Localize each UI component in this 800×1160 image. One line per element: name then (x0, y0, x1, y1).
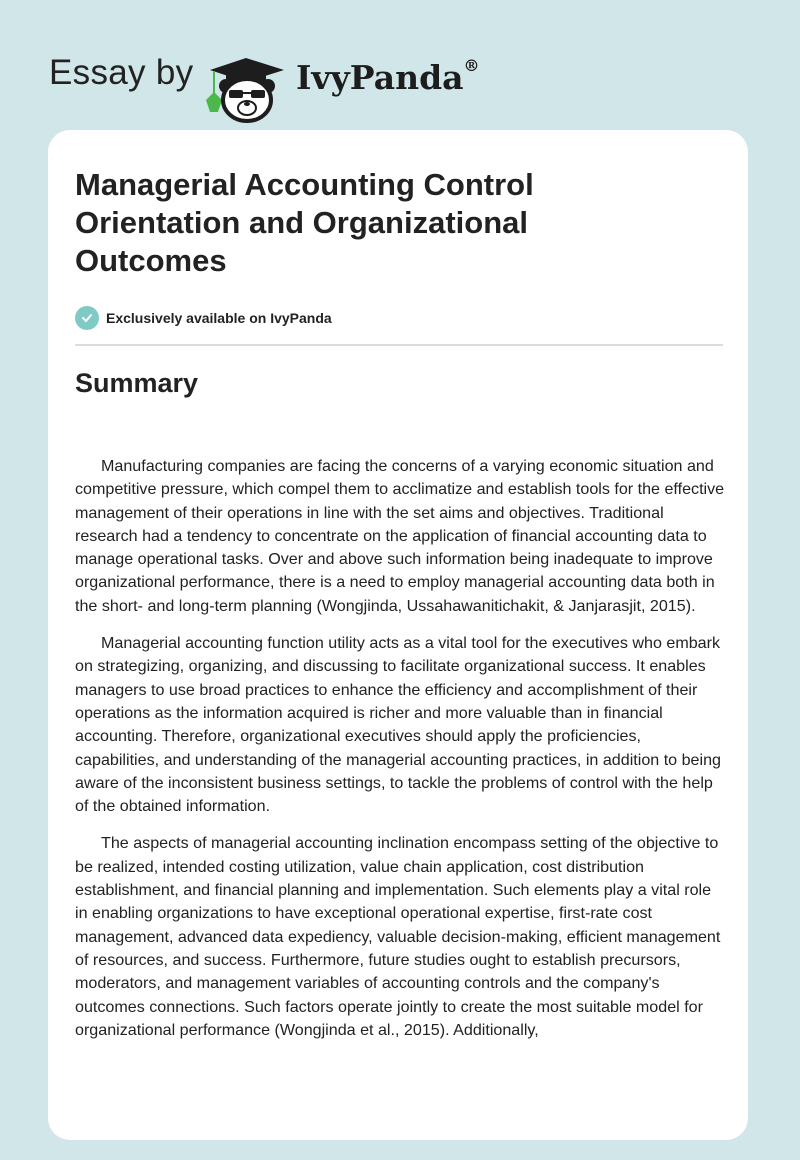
paragraph: Managerial accounting function utility acts as a vital tool for the executives who embark on strategizing, organizing, and discussing to facilitate organizational success. It enables managers to use broad practices to enhance the efficiency and accomplishment of their operations as the information acquired is richer and more valuable than in financial accounting. Therefore, organizational executives should apply the proficiencies, capabilities, and understanding of the managerial accounting practices, in addition to being aware of the inconsistent business settings, to tackle the problems of control with the help of the obtained information. (75, 634, 721, 816)
check-icon (75, 306, 99, 330)
exclusive-badge (75, 306, 332, 330)
essay-by-label: Essay by (49, 53, 194, 92)
essay-body (75, 455, 725, 1056)
registered-mark: ® (463, 56, 480, 75)
badge-label: Exclusively available on IvyPanda (106, 310, 332, 326)
site-header (0, 20, 800, 120)
brand-text: IvyPanda (296, 58, 464, 97)
divider (75, 344, 723, 346)
paragraph: Manufacturing companies are facing the concerns of a varying economic situation and competitive pressure, which compel them to acclimatize and establish tools for the effective management of their operations in line with the set aims and objectives. Traditional research had a tendency to concentrate on the application of financial accounting data to manage operational tasks. Over and above such information being inadequate to improve organizational performance, there is a need to employ managerial accounting data both in the short- and long-term planning (Wongjinda, Ussahawanitichakit, & Janjarasjit, 2015). (75, 457, 725, 615)
brand-name[interactable] (296, 58, 480, 97)
essay-card (48, 130, 748, 1140)
ivypanda-logo-icon[interactable] (200, 56, 292, 124)
page-title: Managerial Accounting Control Orientation and Organizational Outcomes (75, 167, 534, 278)
paragraph: The aspects of managerial accounting inclination encompass setting of the objective to be realized, intended costing utilization, value chain application, cost distribution establishment, and financial planning and implementation. Such elements play a vital role in enabling organizations to have exceptional operational expertise, first-rate cost management, advanced data expediency, valuable decision-making, efficient management of resources, and success. Furthermore, future studies ought to establish precursors, moderators, and management variables of accounting controls and the company's outcomes connections. Such factors operate jointly to create the most suitable model for organizational performance (Wongjinda et al., 2015). Additionally, (75, 834, 721, 1039)
section-heading: Summary (75, 368, 199, 398)
